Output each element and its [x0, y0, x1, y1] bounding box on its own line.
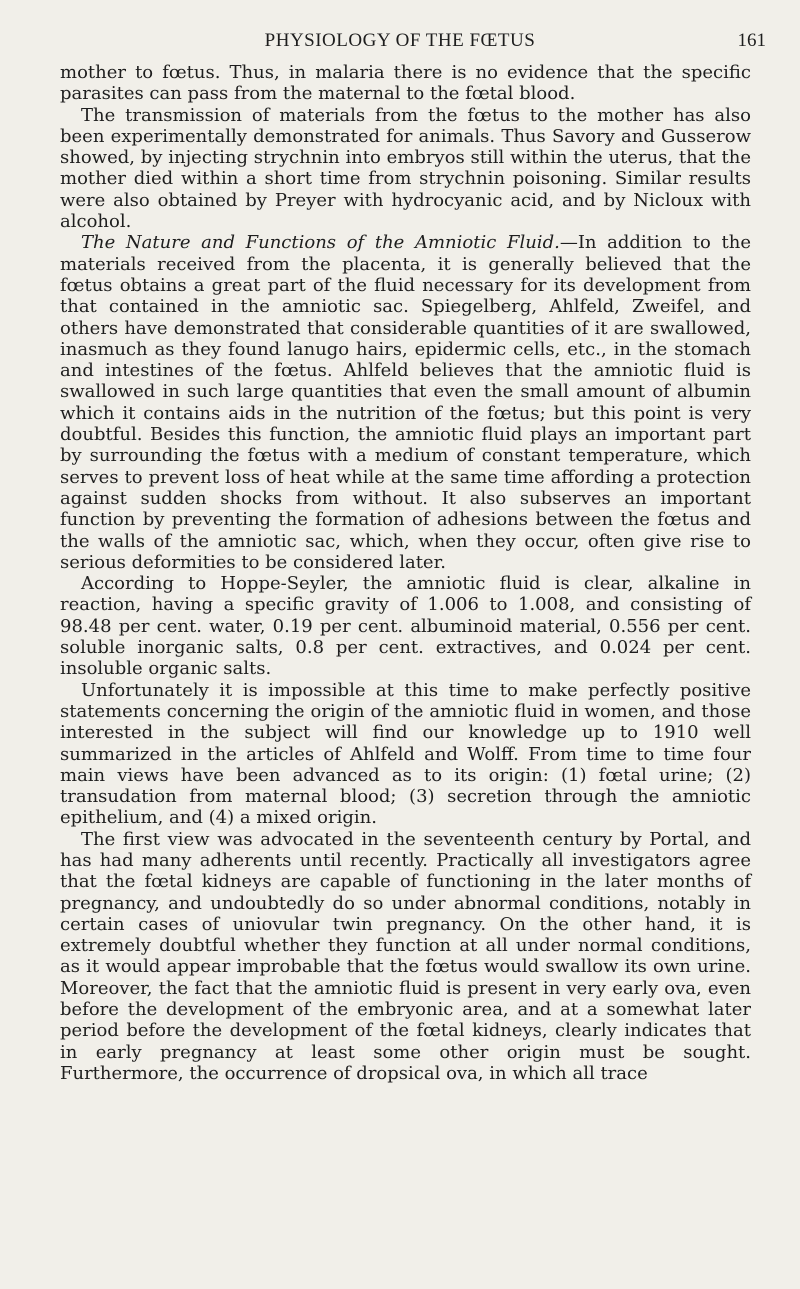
body-text: [60, 62, 751, 1084]
paragraph: The first view was advocated in the seventeenth century by Portal, and has had many adherents until recently. Practically all investigators agree that the fœtal kidneys are capable of functioning in the later months of pregnancy, and undoubtedly do so under abnormal conditions, notably in certain cases of uniovular twin pregnancy. On the other hand, it is extremely doubtful whether they function at all under normal conditions, as it would appear improbable that the fœtus would swallow its own urine. Moreover, the fact that the amniotic fluid is present in very early ova, even before the development of the embryonic area, and at a somewhat later period before the development of the fœtal kidneys, clearly indicates that in early pregnancy at least some other origin must be sought. Furthermore, the occurrence of dropsical ova, in which all trace: [60, 828, 751, 1084]
section-heading: The Nature and Functions of the Amniotic Fluid.: [81, 232, 560, 254]
page-number: 161: [737, 30, 766, 51]
paragraph: Unfortunately it is impossible at this time to make perfectly positive statements concerning the origin of the amniotic fluid in women, and those interested in the subject will find our knowledge up to 1910 well summarized in the articles of Ahlfeld and Wolff. From time to time four main views have been advanced as to its origin: (1) fœtal urine; (2) transudation from maternal blood; (3) secretion through the amniotic epithelium, and (4) a mixed origin.: [60, 679, 751, 829]
paragraph: The transmission of materials from the fœtus to the mother has also been experimentally demonstrated for animals. Thus Savory and Gusserow showed, by injecting strychnin into embryos still within the uterus, that the mother died within a short time from strychnin poisoning. Similar results were also obtained by Preyer with hydrocyanic acid, and by Nicloux with alcohol.: [60, 104, 751, 233]
running-head: [0, 30, 800, 60]
paragraph-amniotic-fluid: [60, 232, 751, 573]
paragraph-continued: mother to fœtus. Thus, in malaria there is no evidence that the specific parasites can pass from the maternal to the fœtal blood.: [60, 62, 751, 105]
paragraph-text: —In addition to the materials received from the placenta, it is generally believed that the fœtus obtains a great part of the fluid necessary for its development from that contained in the amniotic sac. Spiegelberg, Ahlfeld, Zweifel, and others have demonstrated that considerable quantities of it are swallowed, inasmuch as they found lanugo hairs, epidermic cells, etc., in the stomach and intestines of the fœtus. Ahlfeld believes that the amniotic fluid is swallowed in such large quantities that even the small amount of albumin which it contains aids in the nutrition of the fœtus; but this point is very doubtful. Besides this function, the amniotic fluid plays an important part by surrounding the fœtus with a medium of constant temperature, which serves to prevent loss of heat while at the same time affording a protection against sudden shocks from without. It also subserves an important function by preventing the formation of adhesions between the fœtus and the walls of the amniotic sac, which, when they occur, often give rise to serious deformities to be considered later.: [60, 232, 751, 573]
paragraph: According to Hoppe-Seyler, the amniotic fluid is clear, alkaline in reaction, having a specific gravity of 1.006 to 1.008, and consisting of 98.48 per cent. water, 0.19 per cent. albuminoid material, 0.556 per cent. soluble inorganic salts, 0.8 per cent. extractives, and 0.024 per cent. insoluble organic salts.: [60, 573, 751, 680]
running-title: PHYSIOLOGY OF THE FŒTUS: [264, 30, 536, 51]
